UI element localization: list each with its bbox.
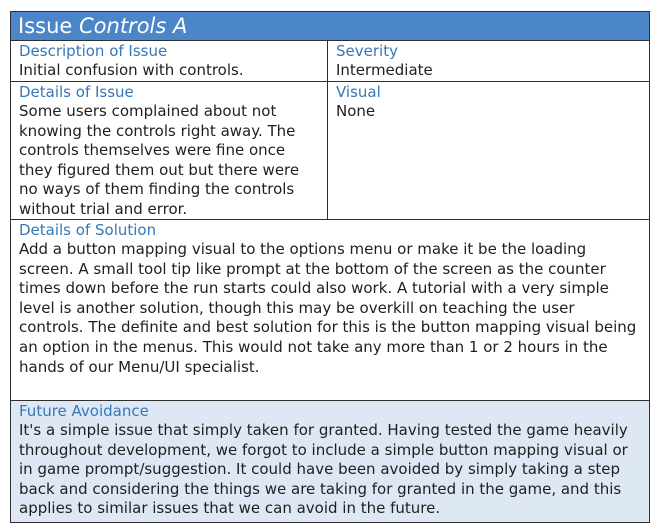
- details-solution-label: Details of Solution: [19, 221, 157, 239]
- description-label: Description of Issue: [19, 42, 168, 60]
- details-issue-label: Details of Issue: [19, 83, 134, 101]
- visual-label: Visual: [336, 83, 381, 101]
- future-avoidance-cell: [11, 401, 649, 522]
- issue-title-prefix: Issue: [18, 14, 73, 38]
- visual-text: None: [336, 102, 376, 120]
- details-issue-text: Some users complained about not knowing the controls right away. The controls themselves were fine once they figured them out but there were no ways of them finding the controls without trial and error.: [19, 102, 300, 218]
- severity-cell: [328, 41, 649, 81]
- description-text: Initial confusion with controls.: [19, 61, 244, 79]
- issue-title-name: Controls A: [79, 14, 188, 38]
- future-avoidance-label: Future Avoidance: [19, 402, 149, 420]
- future-avoidance-row: [11, 401, 649, 522]
- future-avoidance-text: It's a simple issue that simply taken for granted. Having tested the game heavily throughout development, we forgot to include a simple button mapping visual or in game prompt/suggestion. It could have been avoided by simply taking a step back and considering the things we are taking for granted in the game, and this applies to similar issues that we can avoid in the future.: [19, 421, 628, 518]
- description-cell: [11, 41, 328, 81]
- issue-sheet: [10, 11, 650, 523]
- details-solution-row: [11, 220, 649, 401]
- details-solution-cell: [11, 220, 649, 400]
- description-severity-row: [11, 41, 649, 82]
- visual-cell: [328, 82, 649, 219]
- details-issue-cell: [11, 82, 328, 219]
- severity-text: Intermediate: [336, 61, 433, 79]
- issue-title-bar: [11, 12, 649, 41]
- severity-label: Severity: [336, 42, 398, 60]
- details-solution-text: Add a button mapping visual to the options menu or make it be the loading screen. A small tool tip like prompt at the bottom of the screen as the counter times down before the run starts could also work. A tutorial with a very simple level is another solution, though this may be overkill on teaching the user controls. The definite and best solution for this is the button mapping visual being an option in the menus. This would not take any more than 1 or 2 hours in the hands of our Menu/UI specialist.: [19, 240, 637, 376]
- details-visual-row: [11, 82, 649, 220]
